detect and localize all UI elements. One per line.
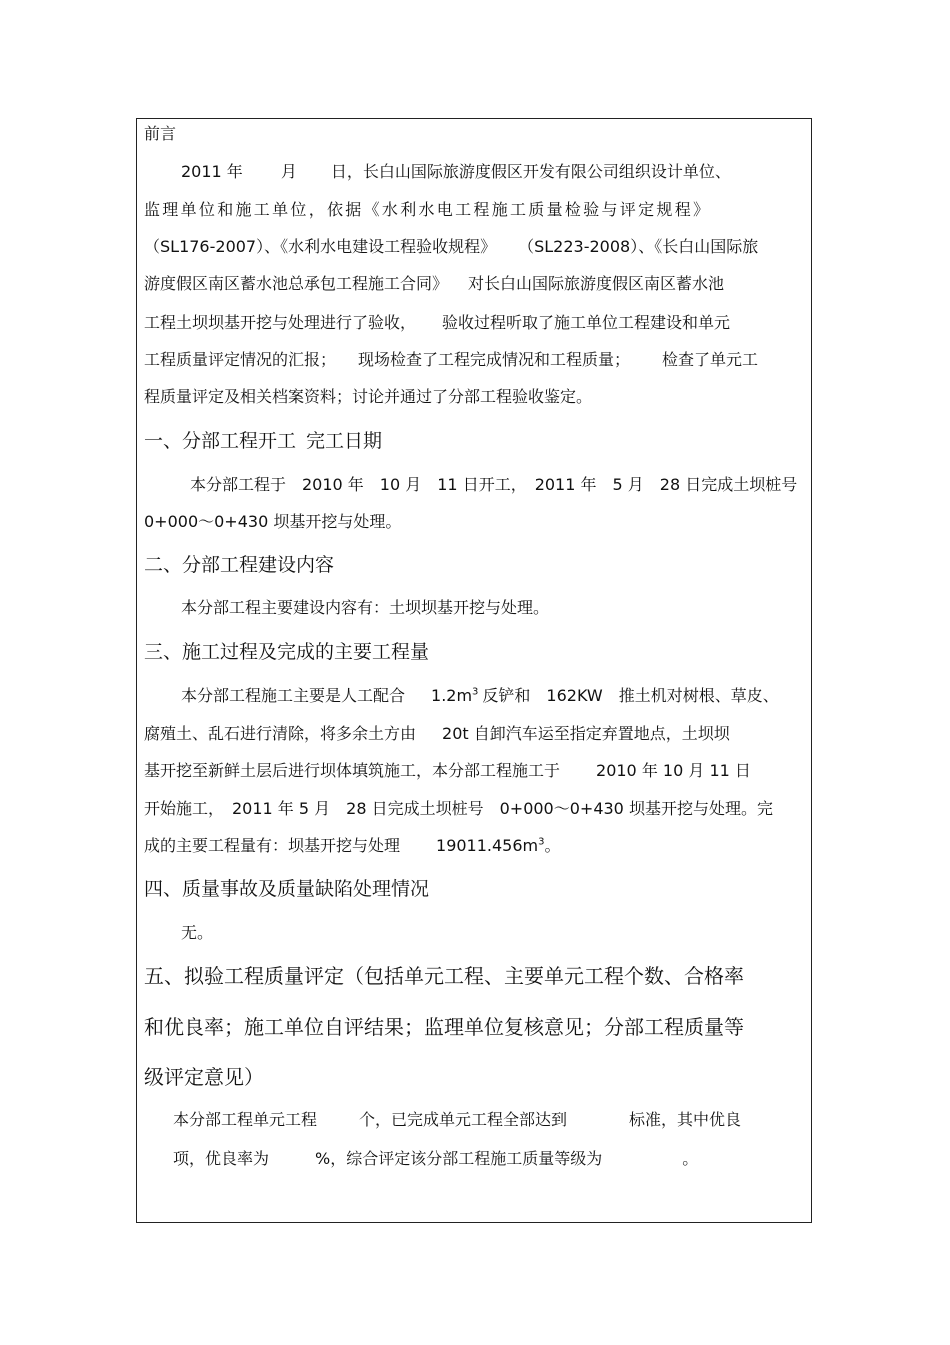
section-5-line-2: 项，优良率为 %，综合评定该分部工程施工质量等级为 。 — [173, 1149, 699, 1168]
section-3-line-1: 本分部工程施工主要是人工配合 $1.2m^3$ 反铲和 162KW 推土机对树根、草皮、 — [181, 686, 779, 705]
section-4-line-1: 无。 — [181, 923, 214, 942]
preface-line-7: 程质量评定及相关档案资料；讨论并通过了分部工程验收鉴定。 — [144, 387, 593, 406]
section-1-line-2: 0+000～0+430 坝基开挖与处理。 — [144, 512, 402, 531]
preface-title: 前言 — [144, 124, 177, 143]
section-1-line-1: 本分部工程于 2010 年 10 月 11 日开工， 2011 年 5 月 28 日完成土坝桩号 — [190, 475, 798, 494]
preface-line-5: 工程土坝坝基开挖与处理进行了验收， 验收过程听取了施工单位工程建设和单元 — [144, 313, 731, 332]
section-3-line-5: 成的主要工程量有：坝基开挖与处理 $19011.456m^3$。 — [144, 836, 561, 855]
section-5-heading-line-1: 五、拟验工程质量评定（包括单元工程、主要单元工程个数、合格率 — [144, 964, 744, 988]
section-5-heading-line-3: 级评定意见） — [144, 1065, 264, 1089]
section-2-line-1: 本分部工程主要建设内容有：土坝坝基开挖与处理。 — [181, 598, 550, 617]
section-4-heading: 四、质量事故及质量缺陷处理情况 — [144, 878, 430, 900]
section-3-heading: 三、施工过程及完成的主要工程量 — [144, 641, 430, 663]
section-3-line-4: 开始施工， 2011 年 5 月 28 日完成土坝桩号 0+000～0+430 坝基开挖与处理。完 — [144, 799, 773, 818]
section-5-line-1: 本分部工程单元工程 个，已完成单元工程全部达到 标准，其中优良 — [173, 1110, 742, 1129]
section-1-heading: 一、分部工程开工 完工日期 — [144, 430, 383, 452]
preface-line-4: 游度假区南区蓄水池总承包工程施工合同》 对长白山国际旅游度假区南区蓄水池 — [144, 274, 725, 293]
section-2-heading: 二、分部工程建设内容 — [144, 554, 335, 576]
section-5-heading-line-2: 和优良率；施工单位自评结果；监理单位复核意见；分部工程质量等 — [144, 1015, 744, 1039]
preface-line-3: （SL176-2007）、《水利水电建设工程验收规程》 （SL223-2008）、《长白山国际旅 — [144, 237, 759, 256]
preface-line-1: 2011 年 月 日，长白山国际旅游度假区开发有限公司组织设计单位、 — [181, 162, 731, 181]
preface-line-2: 监理单位和施工单位，依据《水利水电工程施工质量检验与评定规程》 — [144, 200, 712, 219]
section-3-line-2: 腐殖土、乱石进行清除，将多余土方由 20t 自卸汽车运至指定弃置地点，土坝坝 — [144, 724, 730, 743]
preface-line-6: 工程质量评定情况的汇报； 现场检查了工程完成情况和工程质量； 检查了单元工 — [144, 350, 759, 369]
section-3-line-3: 基开挖至新鲜土层后进行坝体填筑施工，本分部工程施工于 2010 年 10 月 11 日 — [144, 761, 751, 780]
